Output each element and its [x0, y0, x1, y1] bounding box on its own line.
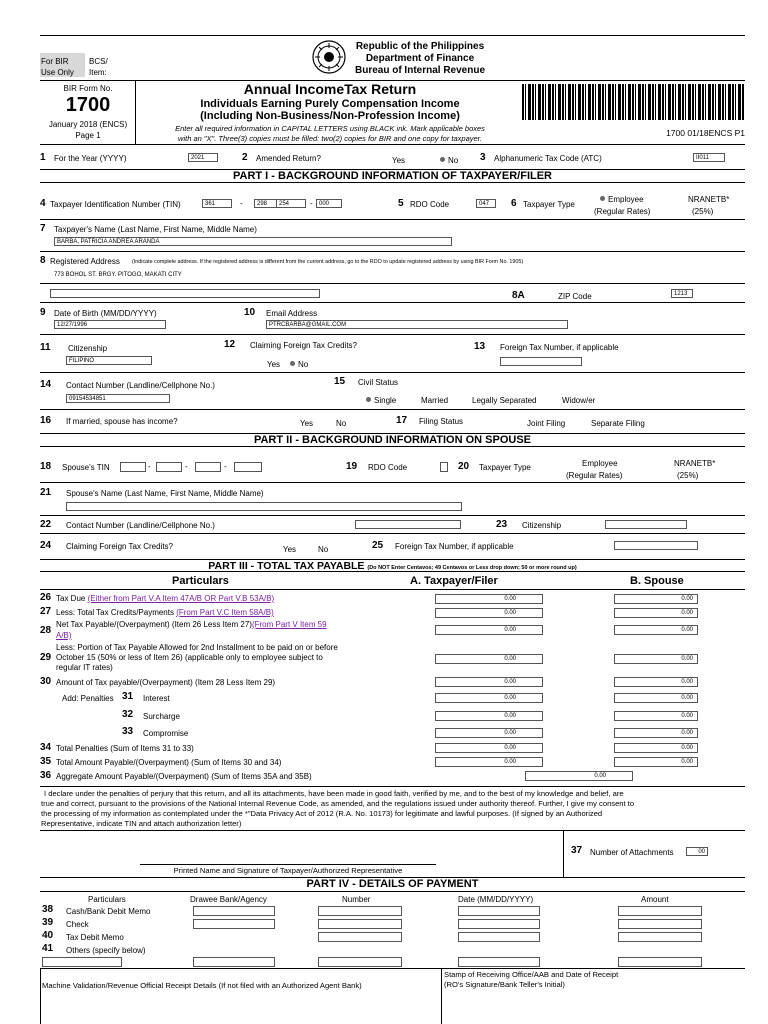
item-27-num: 27	[40, 606, 52, 617]
spouse-contact-field[interactable]	[355, 520, 461, 529]
item-28-label: Net Tax Payable/(Overpayment) (Item 26 Less Item 27)(From Part V Item 59	[56, 620, 327, 629]
tin-2-field[interactable]: 298	[254, 199, 284, 208]
amended-yes[interactable]: Yes	[392, 156, 406, 165]
item-24-label: Claiming Foreign Tax Credits?	[66, 542, 174, 551]
spouse-tin-2-field[interactable]	[156, 462, 182, 472]
item-38-bank[interactable]	[193, 906, 275, 916]
item-20-label: Taxpayer Type	[479, 463, 531, 472]
form-instructions-2: with an "X". Three(3) copies must be filled: two(2) copies for BIR and one copy for taxpayer.	[178, 134, 482, 143]
filing-separate[interactable]: Separate Filing	[591, 419, 645, 428]
part-1-title: PART I - BACKGROUND INFORMATION OF TAXPAYER/FILER	[40, 169, 745, 183]
item-22-num: 22	[40, 519, 52, 530]
foreign-tax-number-field[interactable]	[500, 357, 582, 366]
item-8-note: (Indicate complete address. If the registered address is different from the current address, go to the RDO to update registered address by using BIR Form No. 1905)	[132, 259, 524, 265]
item-9-label: Date of Birth (MM/DD/YYYY)	[54, 309, 157, 318]
type-employee[interactable]: Employee	[600, 195, 644, 204]
item-32-b[interactable]: 0.00	[614, 711, 698, 721]
item-37-label: Number of Attachments	[590, 848, 674, 857]
civil-single[interactable]: Single	[366, 396, 396, 405]
item-5-label: RDO Code	[410, 200, 450, 209]
item-38-number[interactable]	[318, 906, 402, 916]
add-penalties-label: Add: Penalties	[62, 694, 114, 703]
zip-field[interactable]: 1213	[671, 289, 693, 298]
item-41-number[interactable]	[318, 957, 402, 967]
item-36-total[interactable]: 0.00	[525, 771, 633, 781]
item-38-date[interactable]	[458, 906, 540, 916]
item-7-num: 7	[40, 223, 46, 234]
amended-no[interactable]: No	[440, 156, 458, 165]
item-35-label: Total Amount Payable/(Overpayment) (Sum of Items 30 and 34)	[56, 758, 282, 767]
item-29-label-2: October 15 (50% or less of Item 26) (applicable only to employee subject to	[56, 653, 323, 662]
form-code: 1700 01/18ENCS P1	[666, 128, 745, 138]
item-33-num: 33	[122, 726, 134, 737]
item-18-num: 18	[40, 461, 52, 472]
item-1-label: For the Year (YYYY)	[54, 154, 127, 163]
item-39-num: 39	[42, 917, 54, 928]
item-39-label: Check	[66, 920, 89, 929]
spouse-income-yes[interactable]: Yes	[300, 419, 314, 428]
type-employee-sub: (Regular Rates)	[594, 207, 651, 216]
item-29-label-1: Less: Portion of Tax Payable Allowed for 2nd Installment to be paid on or before	[56, 643, 338, 652]
form-date: January 2018 (ENCS)	[48, 120, 128, 129]
declaration-line-2: true and correct, pursuant to the provisions of the National Internal Revenue Code, as amended, and the regulations issued under authority thereof. Further, I give my consent to	[41, 799, 635, 808]
item-41-num: 41	[42, 943, 54, 954]
item-41-specify[interactable]	[42, 957, 122, 967]
single-radio-icon	[366, 397, 371, 402]
item-30-label: Amount of Tax payable/(Overpayment) (Item 28 Less Item 29)	[56, 678, 276, 687]
bir-seal-icon	[312, 40, 346, 74]
email-field[interactable]: PTRCBARBA@GMAIL.COM	[266, 320, 568, 329]
item-34-num: 34	[40, 742, 52, 753]
item-14-num: 14	[40, 379, 52, 390]
civil-widow[interactable]: Widow/er	[562, 396, 596, 405]
item-27-b[interactable]: 0.00	[614, 608, 698, 618]
col-spouse: B. Spouse	[630, 575, 684, 587]
col-taxpayer: A. Taxpayer/Filer	[410, 575, 498, 587]
tin-dash-3: -	[310, 199, 313, 208]
tin-1-field[interactable]: 361	[202, 199, 232, 208]
item-40-amount[interactable]	[618, 932, 702, 942]
item-34-b[interactable]: 0.00	[614, 743, 698, 753]
item-8a-label: ZIP Code	[558, 292, 592, 301]
item-28-num: 28	[40, 625, 52, 636]
bir-use-label: For BIR Use Only	[41, 57, 74, 77]
item-35-b[interactable]: 0.00	[614, 757, 698, 767]
item-31-num: 31	[122, 691, 134, 702]
spouse-tin-4-field[interactable]	[234, 462, 262, 472]
signature-label: Printed Name and Signature of Taxpayer/Authorized Representative	[173, 866, 403, 875]
item-2-label: Amended Return?	[256, 154, 321, 163]
item-25-label: Foreign Tax Number, if applicable	[395, 542, 514, 551]
barcode	[522, 84, 744, 120]
col-p4-date: Date (MM/DD/YYYY)	[458, 895, 534, 904]
item-26-b[interactable]: 0.00	[614, 594, 698, 604]
item-31-label: Interest	[143, 694, 170, 703]
item-17-num: 17	[396, 415, 408, 426]
item-6-label: Taxpayer Type	[523, 200, 575, 209]
dept-text: Department of Finance	[365, 53, 475, 64]
col-p4-amount: Amount	[641, 895, 669, 904]
item-16-label: If married, spouse has income?	[66, 417, 178, 426]
item-40-date[interactable]	[458, 932, 540, 942]
stamp-label-2: (RO's Signature/Bank Teller's Initial)	[444, 980, 565, 989]
item-26-label: Tax Due (Either from Part V.A Item 47A/B OR Part V.B 53A/B)	[56, 594, 275, 603]
declaration-line-3: the processing of my information as contemplated under the *"Data Privacy Act of 2012 (R.A. No. 10173) for legitimate and lawful purposes. (If signed by an Authorized	[41, 809, 603, 818]
item-27-a[interactable]: 0.00	[435, 608, 543, 618]
item-38-label: Cash/Bank Debit Memo	[66, 907, 151, 916]
item-30-a[interactable]: 0.00	[435, 677, 543, 687]
amended-no-radio-icon	[440, 157, 445, 162]
item-29-num: 29	[40, 652, 52, 663]
form-subtitle-1: Individuals Earning Purely Compensation Income	[200, 98, 460, 110]
filing-joint[interactable]: Joint Filing	[527, 419, 566, 428]
item-41-bank[interactable]	[193, 957, 275, 967]
item-14-label: Contact Number (Landline/Cellphone No.)	[66, 381, 215, 390]
item-11-num: 11	[40, 342, 51, 353]
item-31-a[interactable]: 0.00	[435, 693, 543, 703]
item-12-label: Claiming Foreign Tax Credits?	[250, 341, 358, 350]
item-8-label: Registered Address	[50, 257, 120, 266]
item-40-number[interactable]	[318, 932, 402, 942]
ftc-no[interactable]: No	[290, 360, 308, 369]
item-40-num: 40	[42, 930, 54, 941]
item-30-b[interactable]: 0.00	[614, 677, 698, 687]
spouse-name-field[interactable]	[66, 502, 462, 511]
item-41-amount[interactable]	[618, 957, 702, 967]
taxpayer-name-field[interactable]: BARBA, PATRICIA ANDREA ARANDA	[54, 237, 452, 246]
item-40-label: Tax Debit Memo	[66, 933, 124, 942]
declaration-line-4: Representative, indicate TIN and attach authorization letter)	[41, 819, 242, 828]
spouse-tin-3-field[interactable]	[195, 462, 221, 472]
item-3-num: 3	[480, 152, 486, 163]
spouse-tin-1-field[interactable]	[120, 462, 146, 472]
item-28-b[interactable]: 0.00	[614, 625, 698, 635]
employee-radio-icon	[600, 196, 605, 201]
civil-married[interactable]: Married	[421, 396, 449, 405]
republic-text: Republic of the Philippines	[355, 41, 485, 52]
item-27-link[interactable]: (From Part V.C Item 58A/B)	[176, 608, 274, 617]
declaration-line-1: I declare under the penalties of perjury that this return, and all its attachments, have been made in good faith, verified by me, and to the best of my knowledge and belief, are	[44, 789, 624, 798]
spouse-ftc-yes[interactable]: Yes	[283, 545, 297, 554]
col-particulars: Particulars	[172, 575, 229, 587]
spouse-tin-dash-2: -	[185, 462, 188, 471]
form-number: 1700	[65, 94, 111, 116]
item-37-num: 37	[571, 845, 583, 856]
item-15-label: Civil Status	[358, 378, 399, 387]
year-field[interactable]: 2021	[188, 153, 218, 162]
item-13-num: 13	[474, 341, 486, 352]
item-18-label: Spouse's TIN	[62, 463, 110, 472]
contact-field[interactable]: 09154534851	[66, 394, 170, 403]
tin-4-field[interactable]: 000	[316, 199, 342, 208]
item-30-num: 30	[40, 676, 52, 687]
spouse-type-employee[interactable]: Employee	[582, 459, 618, 468]
form-title: Annual IncomeTax Return	[243, 81, 417, 97]
ftc-no-radio-icon	[290, 361, 295, 366]
item-26-num: 26	[40, 592, 52, 603]
dob-field[interactable]: 12/27/1996	[54, 320, 166, 329]
spouse-foreign-tax-field[interactable]	[614, 541, 698, 550]
item-39-amount[interactable]	[618, 919, 702, 929]
address-line-field[interactable]	[50, 289, 320, 298]
item-1-num: 1	[40, 152, 46, 163]
bcs-label: BCS/ Item:	[89, 57, 108, 77]
item-41-date[interactable]	[458, 957, 540, 967]
item-39-number[interactable]	[318, 919, 402, 929]
item-10-num: 10	[244, 307, 256, 318]
item-33-label: Compromise	[143, 729, 189, 738]
bureau-text: Bureau of Internal Revenue	[354, 65, 486, 76]
item-29-b[interactable]: 0.00	[614, 654, 698, 664]
item-15-num: 15	[334, 376, 346, 387]
tin-dash-1: -	[240, 199, 243, 208]
type-nranetb-sub: (25%)	[692, 207, 714, 216]
item-29-a[interactable]: 0.00	[435, 654, 543, 664]
item-2-num: 2	[242, 152, 248, 163]
item-31-b[interactable]: 0.00	[614, 693, 698, 703]
ftc-yes[interactable]: Yes	[267, 360, 281, 369]
item-33-b[interactable]: 0.00	[614, 728, 698, 738]
item-10-label: Email Address	[266, 309, 318, 318]
spouse-income-no[interactable]: No	[336, 419, 347, 428]
item-8a-num: 8A	[512, 290, 525, 301]
item-11-label: Citizenship	[68, 344, 108, 353]
item-28-link[interactable]: (From Part V Item 59	[251, 620, 327, 629]
item-26-a[interactable]: 0.00	[435, 594, 543, 604]
item-38-amount[interactable]	[618, 906, 702, 916]
item-23-label: Citizenship	[522, 521, 562, 530]
rdo-field[interactable]: 047	[476, 199, 496, 208]
citizenship-field[interactable]: FILIPINO	[66, 356, 152, 365]
civil-legally-separated[interactable]: Legally Separated	[472, 396, 537, 405]
item-35-a[interactable]: 0.00	[435, 757, 543, 767]
item-38-num: 38	[42, 904, 54, 915]
item-16-num: 16	[40, 415, 52, 426]
item-6-num: 6	[511, 198, 517, 209]
attachments-field[interactable]: 00	[686, 847, 708, 856]
stamp-label-1: Stamp of Receiving Office/AAB and Date of Receipt	[444, 970, 619, 979]
item-32-a[interactable]: 0.00	[435, 711, 543, 721]
item-3-label: Alphanumeric Tax Code (ATC)	[494, 154, 602, 163]
item-27-label: Less: Total Tax Credits/Payments (From Part V.C Item 58A/B)	[56, 608, 274, 617]
item-36-num: 36	[40, 770, 52, 781]
item-32-num: 32	[122, 709, 134, 720]
spouse-tin-dash-1: -	[148, 462, 151, 471]
item-12-num: 12	[224, 339, 236, 350]
form-instructions-1: Enter all required information in CAPITAL LETTERS using BLACK ink. Mark applicable boxes	[175, 124, 485, 133]
col-p4-particulars: Particulars	[88, 895, 126, 904]
spouse-type-nranetb[interactable]: NRANETB*	[674, 459, 716, 468]
spouse-citizenship-field[interactable]	[605, 520, 687, 529]
item-26-link[interactable]: (Either from Part V.A Item 47A/B OR Part V.B 53A/B)	[87, 594, 275, 603]
item-17-label: Filing Status	[419, 417, 464, 426]
part-2-title: PART II - BACKGROUND INFORMATION ON SPOUSE	[40, 433, 745, 447]
item-35-num: 35	[40, 756, 52, 767]
item-9-num: 9	[40, 307, 46, 318]
spouse-type-employee-sub: (Regular Rates)	[566, 471, 623, 480]
item-24-num: 24	[40, 540, 52, 551]
item-19-num: 19	[346, 461, 358, 472]
item-41-label: Others (specify below)	[66, 946, 146, 955]
item-39-bank[interactable]	[193, 919, 275, 929]
machine-validation-label: Machine Validation/Revenue Official Receipt Details (If not filed with an Authorized Agent Bank)	[42, 981, 362, 990]
item-8-num: 8	[40, 255, 46, 266]
spouse-ftc-no[interactable]: No	[318, 545, 329, 554]
type-nranetb[interactable]: NRANETB*	[688, 195, 730, 204]
form-subtitle-2: (Including Non-Business/Non-Profession Income)	[200, 110, 460, 122]
item-39-date[interactable]	[458, 919, 540, 929]
item-7-label: Taxpayer's Name (Last Name, First Name, Middle Name)	[54, 225, 257, 234]
item-28-link-2[interactable]: A/B)	[56, 631, 72, 640]
item-21-label: Spouse's Name (Last Name, First Name, Middle Name)	[66, 489, 264, 498]
item-21-num: 21	[40, 487, 52, 498]
item-28-a[interactable]: 0.00	[435, 625, 543, 635]
col-p4-number: Number	[342, 895, 371, 904]
form-no-label: BIR Form No.	[63, 84, 113, 93]
item-19-label: RDO Code	[368, 463, 408, 472]
col-p4-bank: Drawee Bank/Agency	[190, 895, 267, 904]
item-32-label: Surcharge	[143, 712, 180, 721]
item-23-num: 23	[496, 519, 508, 530]
part-4-title: PART IV - DETAILS OF PAYMENT	[40, 878, 745, 892]
item-34-label: Total Penalties (Sum of Items 31 to 33)	[56, 744, 194, 753]
spouse-rdo-field[interactable]	[440, 462, 448, 472]
spouse-type-nranetb-sub: (25%)	[677, 471, 699, 480]
item-29-label-3: regular IT rates)	[56, 663, 113, 672]
item-5-num: 5	[398, 198, 404, 209]
spouse-tin-dash-3: -	[224, 462, 227, 471]
part-3-title: PART III - TOTAL TAX PAYABLE (Do NOT Enter Centavos; 49 Centavos or Less drop down; 50 or more round up)	[40, 559, 745, 572]
item-34-a[interactable]: 0.00	[435, 743, 543, 753]
form-page: Page 1	[75, 131, 101, 140]
item-4-num: 4	[40, 198, 46, 209]
item-36-label: Aggregate Amount Payable/(Overpayment) (Sum of Items 35A and 35B)	[56, 772, 312, 781]
item-25-num: 25	[372, 540, 384, 551]
item-20-num: 20	[458, 461, 470, 472]
item-22-label: Contact Number (Landline/Cellphone No.)	[66, 521, 215, 530]
item-13-label: Foreign Tax Number, if applicable	[500, 343, 619, 352]
atc-field[interactable]: II011	[693, 153, 725, 162]
item-4-label: Taxpayer Identification Number (TIN)	[50, 200, 181, 209]
address-value: 773 BOHOL ST. BRGY. PITOGO, MAKATI CITY	[54, 272, 182, 278]
item-33-a[interactable]: 0.00	[435, 728, 543, 738]
tin-3-field[interactable]: 254	[276, 199, 306, 208]
